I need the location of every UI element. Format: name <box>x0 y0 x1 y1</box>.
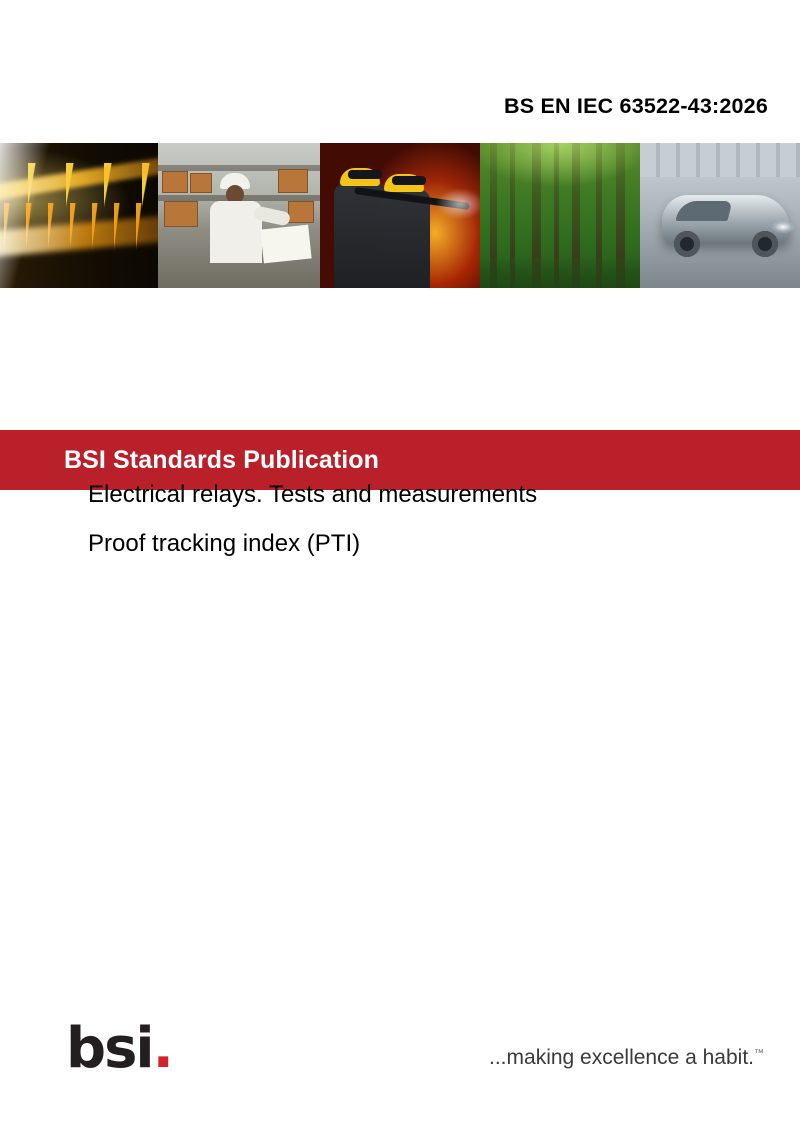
page-title <box>88 470 748 568</box>
firefighters-photo <box>320 143 480 288</box>
bsi-logo-dot: . <box>152 1016 172 1081</box>
bsi-logo-text: bsi <box>66 1016 153 1081</box>
bsi-logo <box>66 1016 186 1081</box>
forest-graphic <box>480 143 640 288</box>
title-line-2: Proof tracking index (PTI) <box>88 530 361 557</box>
car-manufacturing-graphic <box>640 143 800 288</box>
warehouse-worker-photo <box>158 143 320 288</box>
warehouse-worker-graphic <box>158 143 320 288</box>
title-line-1: Electrical relays. Tests and measurements <box>88 481 538 508</box>
car-manufacturing-photo <box>640 143 800 288</box>
light-trails-graphic <box>0 143 158 288</box>
light-trails-photo <box>0 143 158 288</box>
bsi-tagline <box>489 1046 764 1070</box>
bsi-tagline-text: ...making excellence a habit. <box>489 1046 754 1069</box>
standard-number: BS EN IEC 63522-43:2026 <box>504 94 768 118</box>
forest-photo <box>480 143 640 288</box>
firefighters-graphic <box>320 143 480 288</box>
cover-image-band <box>0 143 800 474</box>
bsi-logo-wordmark <box>66 1016 186 1081</box>
bsi-standards-banner-label: BSI Standards Publication <box>64 446 380 474</box>
photo-strip <box>0 143 800 288</box>
trademark-symbol: ™ <box>754 1048 764 1059</box>
